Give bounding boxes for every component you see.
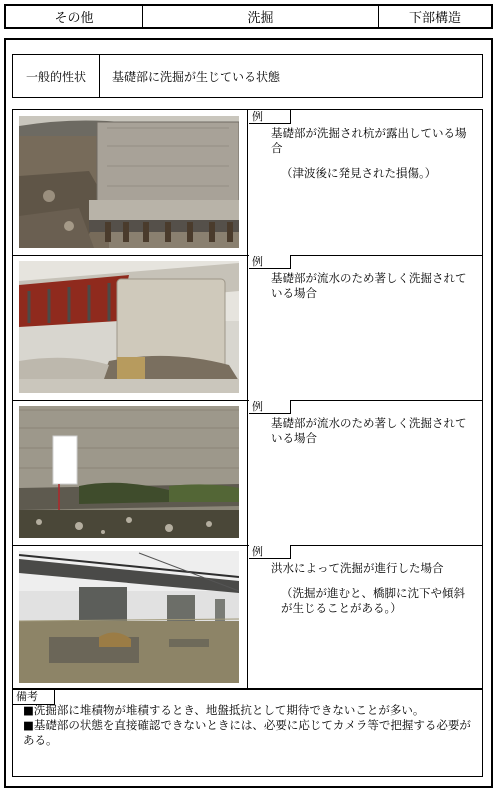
remarks-text — [23, 703, 473, 748]
photo-exposed-piles — [19, 116, 239, 248]
example-tag: 例 — [249, 400, 291, 414]
example-4-note: （洗掘が進むと、橋脚に沈下や傾斜が生じることがある。） — [281, 586, 465, 615]
photo-scoured-abutment — [19, 406, 239, 538]
example-2-text: 基礎部が流水のため著しく洗掘されている場合 — [271, 271, 467, 300]
general-property-value: 基礎部に洗掘が生じている状態 — [112, 69, 281, 84]
remarks-label: 備考 — [13, 690, 55, 705]
header-damage-type: 洗掘 — [143, 6, 379, 27]
general-property-label: 一般的性状 — [13, 55, 100, 97]
row-divider — [13, 400, 482, 401]
row-divider — [13, 545, 482, 546]
header-member: 下部構造 — [408, 11, 461, 26]
header-category: その他 — [6, 6, 143, 27]
example-3-text: 基礎部が流水のため著しく洗掘されている場合 — [271, 416, 467, 445]
remarks-box — [12, 689, 483, 777]
example-2-description — [271, 271, 467, 301]
photo-scoured-pier — [19, 261, 239, 393]
example-1-text: 基礎部が洗掘され杭が露出している場合 — [271, 126, 467, 155]
grid-divider — [247, 110, 248, 688]
example-tag: 例 — [249, 545, 291, 559]
examples-grid — [12, 109, 483, 689]
example-tag: 例 — [249, 255, 291, 269]
example-3-description — [271, 416, 467, 446]
example-4-description — [271, 561, 467, 616]
photo-flood-scour — [19, 551, 239, 683]
example-1-description — [271, 126, 467, 181]
general-property-row — [12, 54, 483, 98]
example-1-note: （津波後に発見された損傷。） — [281, 166, 437, 180]
remarks-line: ■基礎部の状態を直接確認できないときには、必要に応じてカメラ等で把握する必要がある。 — [23, 718, 471, 747]
header-table — [4, 4, 493, 29]
remarks-line: ■洗掘部に堆積物が堆積するとき、地盤抵抗として期待できないことが多い。 — [23, 703, 425, 717]
row-divider — [13, 255, 482, 256]
example-tag: 例 — [249, 110, 291, 124]
example-4-text: 洪水によって洗掘が進行した場合 — [271, 561, 444, 575]
